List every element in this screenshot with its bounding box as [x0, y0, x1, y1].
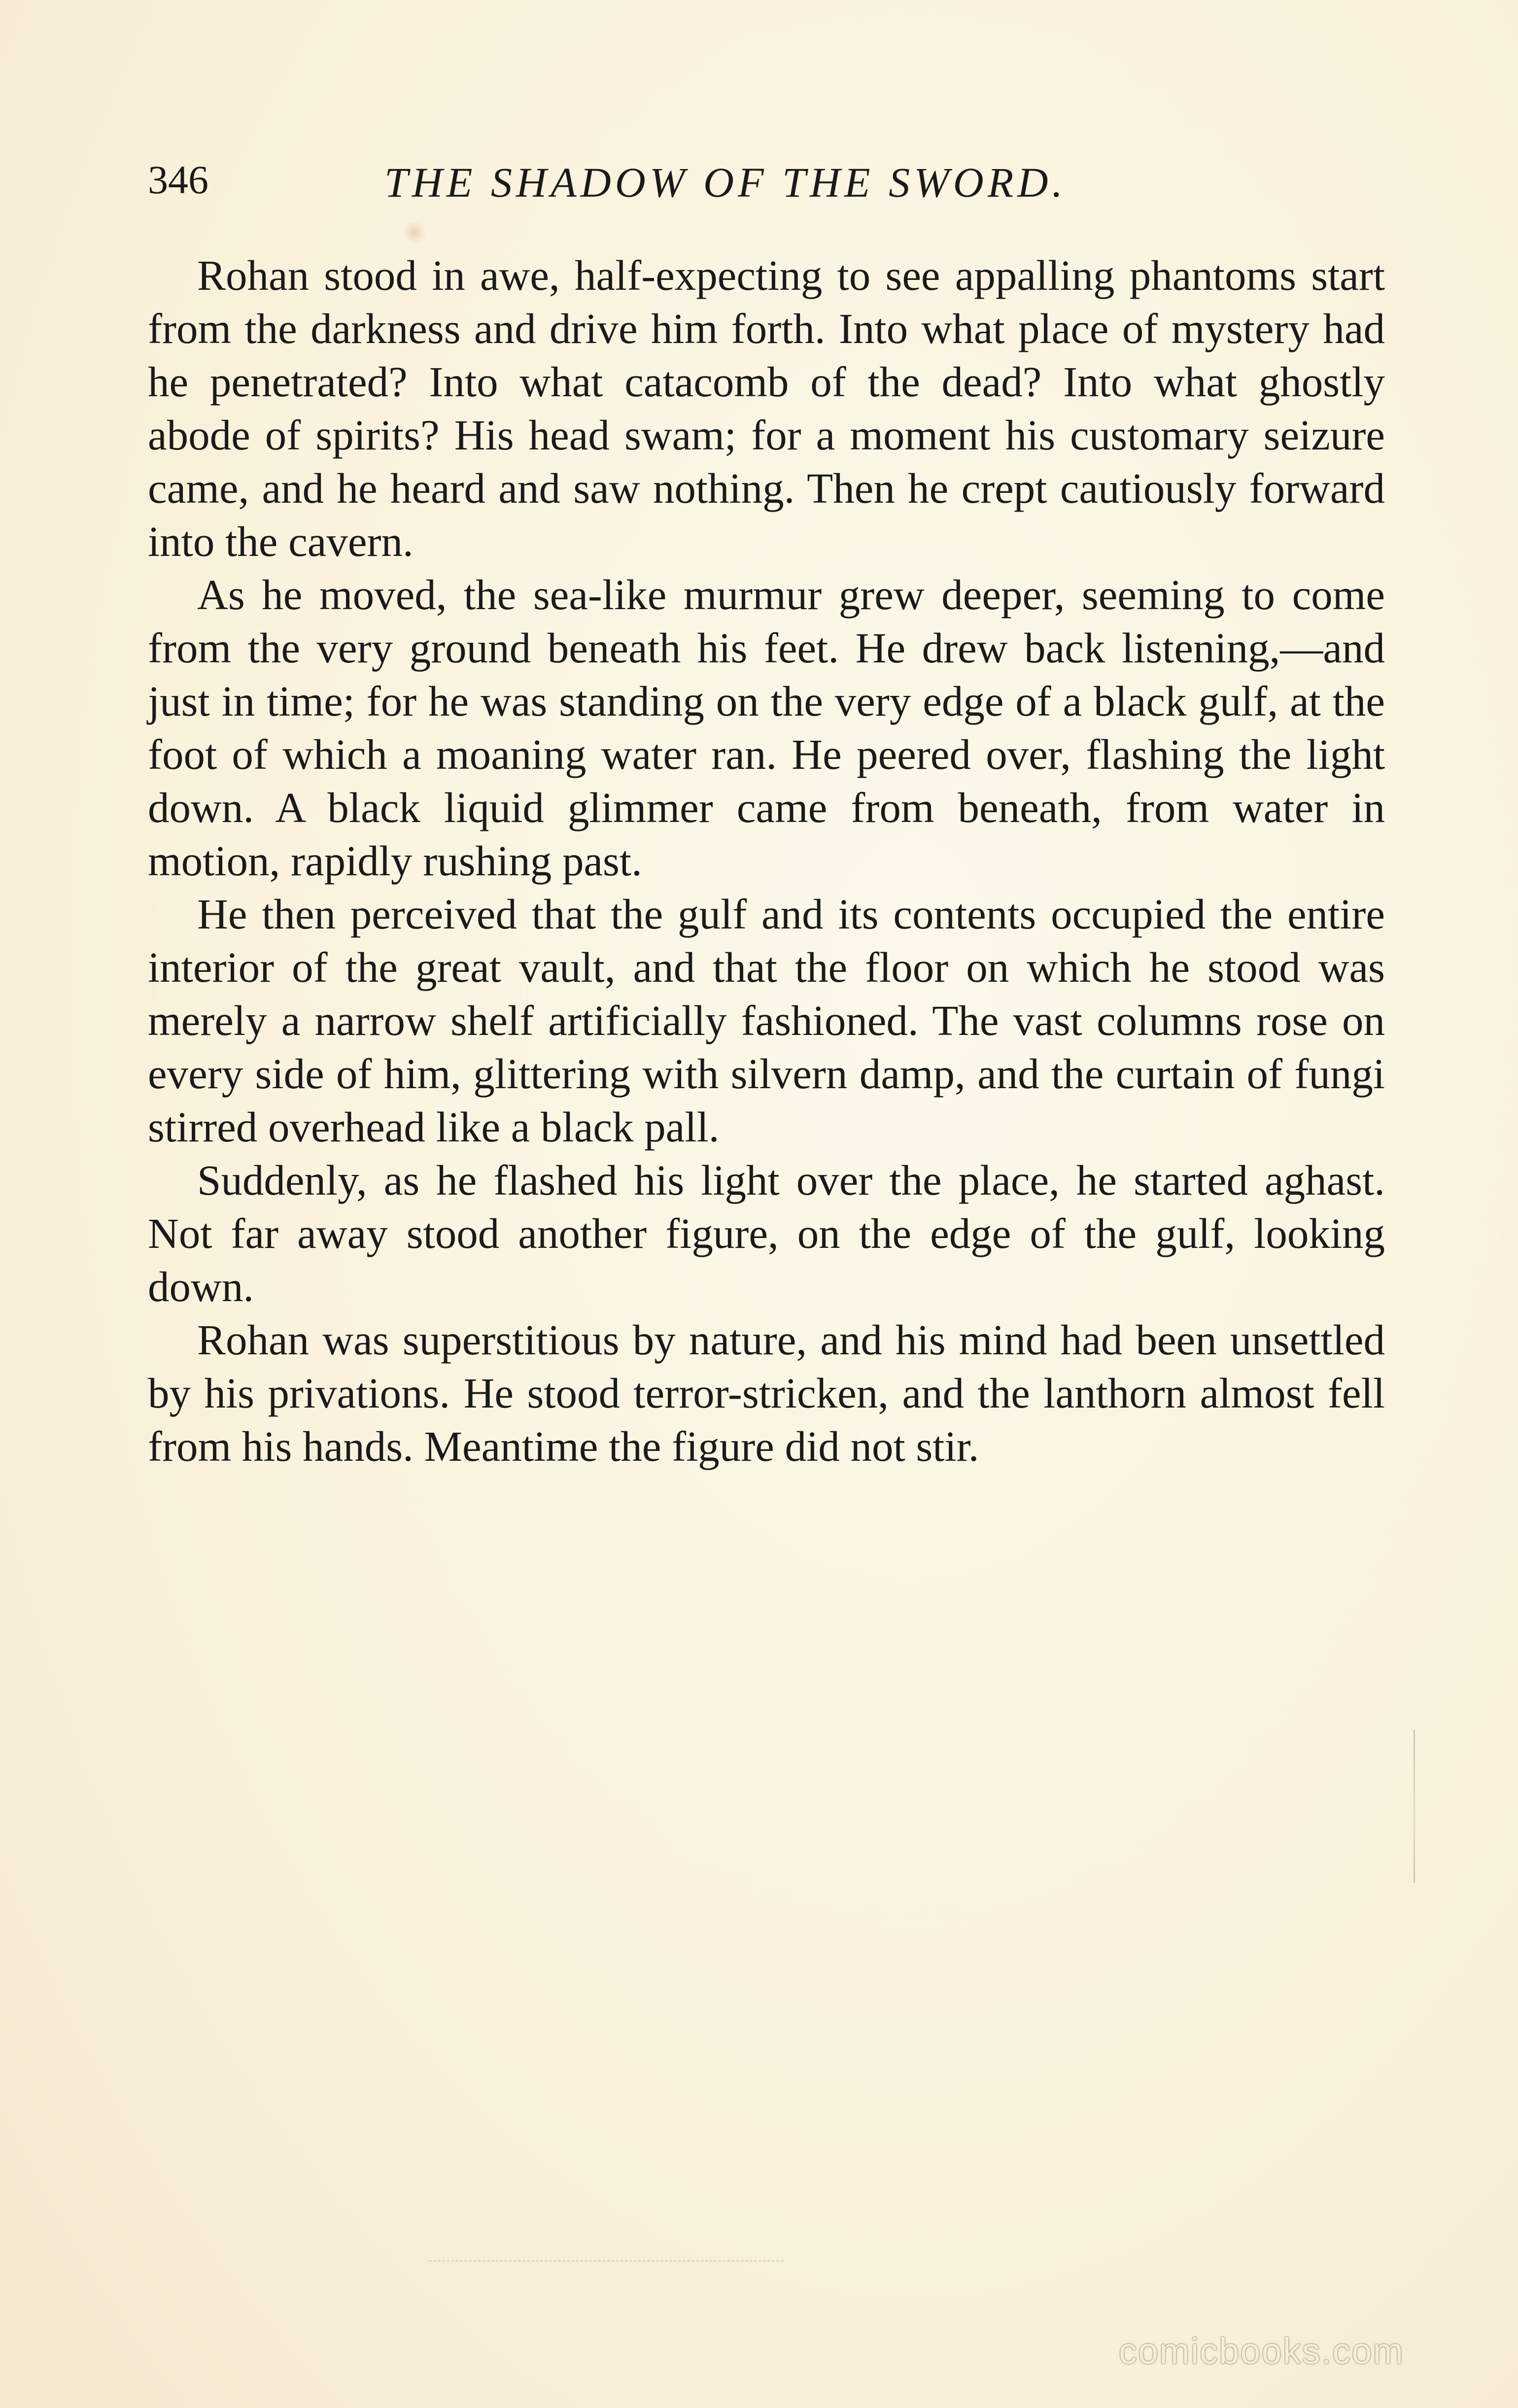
paragraph: He then perceived that the gulf and its contents occupied the entire interior of the great vault, and that the floor on which he stood was merely a narrow shelf artificially fashioned. The vast columns rose on every side of him, glittering with silvern damp, and the curtain of fungi stirred overhead like a black pall. [148, 890, 1385, 1151]
page-number: 346 [148, 157, 208, 202]
page-stain [402, 222, 427, 243]
running-title: THE SHADOW OF THE SWORD. [384, 159, 1067, 206]
paragraph: Suddenly, as he flashed his light over the place, he started aghast. Not far away stood another figure, on the edge of the gulf, looking down. [148, 1156, 1385, 1310]
body-text [148, 249, 1385, 1473]
running-head [148, 153, 1134, 217]
paragraph: As he moved, the sea-like murmur grew deeper, seeming to come from the very ground beneath his feet. He drew back listening,—and just in time; for he was standing on the very edge of a black gulf, at the foot of which a moaning water ran. He peered over, flashing the light down. A black liquid glimmer came from beneath, from water in motion, rapidly rushing past. [148, 571, 1385, 885]
paragraph: Rohan was superstitious by nature, and his mind had been unsettled by his privations. He stood terror-stricken, and the lanthorn almost fell from his hands. Meantime the figure did not stir. [148, 1316, 1385, 1470]
bottom-mark [429, 2260, 784, 2262]
paragraph: Rohan stood in awe, half-expecting to see appalling phantoms start from the darkness and drive him forth. Into what place of mystery had he penetrated? Into what catacomb of the dead? Into what ghostly abode of spirits? His head swam; for a moment his customary seizure came, and he heard and saw nothing. Then he crept cautiously forward into the cavern. [148, 251, 1385, 565]
margin-mark [1414, 1730, 1415, 1883]
watermark: comicbooks.com [1119, 2331, 1405, 2372]
